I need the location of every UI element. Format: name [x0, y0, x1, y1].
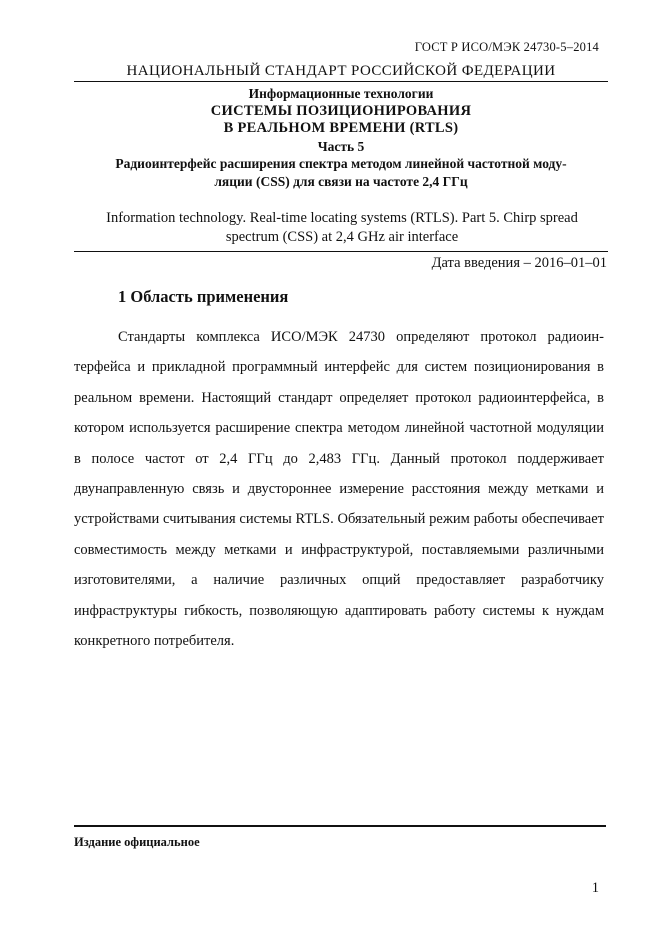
- title-line-part: Часть 5: [317, 138, 365, 154]
- scope-paragraph: Стандарты комплекса ИСО/МЭК 24730 определяют протокол радиоинтерфейса и прикладной программный интерфейс для систем позиционирования в реальном времени. Настоящий стандарт определяет протокол радиоинтерфейса, в котором используется расширение спектра методом линейной частотной модуляции в полосе частот от 2,4 ГГц до 2,483 ГГц. Данный протокол поддерживает двунаправленную связь и двустороннее измерение расстояния между метками и устройствами считывания системы RTLS. Обязательный режим работы обеспечивает совместимость между метками и инфраструктурой, поставляемыми различными изготовителями, а наличие различных опций предоставляет разработчику инфраструктуры гибкость, позволяющую адаптировать работу системы к нуждам конкретного потребителя.: [74, 329, 604, 650]
- introduction-date: Дата введения – 2016–01–01: [431, 255, 607, 271]
- page-number: 1: [591, 880, 599, 896]
- title-divider: [74, 251, 608, 252]
- english-title-line-1: Information technology. Real-time locating systems (RTLS). Part 5. Chirp spread: [106, 210, 578, 226]
- title-line-systems: СИСТЕМЫ ПОЗИЦИОНИРОВАНИЯ: [210, 102, 472, 119]
- edition-note: Издание официальное: [74, 835, 200, 849]
- section-heading: 1 Область применения: [118, 287, 289, 306]
- standard-code: ГОСТ Р ИСО/МЭК 24730-5–2014: [414, 40, 599, 54]
- english-title: [84, 209, 600, 246]
- document-title-block: [74, 85, 608, 190]
- footer-divider: [74, 825, 606, 827]
- title-line-subtitle-2: ляции (CSS) для связи на частоте 2,4 ГГц: [214, 173, 468, 189]
- national-standard-title: НАЦИОНАЛЬНЫЙ СТАНДАРТ РОССИЙСКОЙ ФЕДЕРАЦИИ: [126, 63, 556, 79]
- header-divider: [74, 81, 608, 82]
- english-title-line-2: spectrum (CSS) at 2,4 GHz air interface: [225, 228, 459, 245]
- title-line-realtime: В РЕАЛЬНОМ ВРЕМЕНИ (RTLS): [223, 120, 459, 136]
- title-line-info-tech: Информационные технологии: [248, 86, 434, 101]
- title-line-subtitle-1: Радиоинтерфейс расширения спектра методом линейной частотной моду-: [115, 156, 567, 171]
